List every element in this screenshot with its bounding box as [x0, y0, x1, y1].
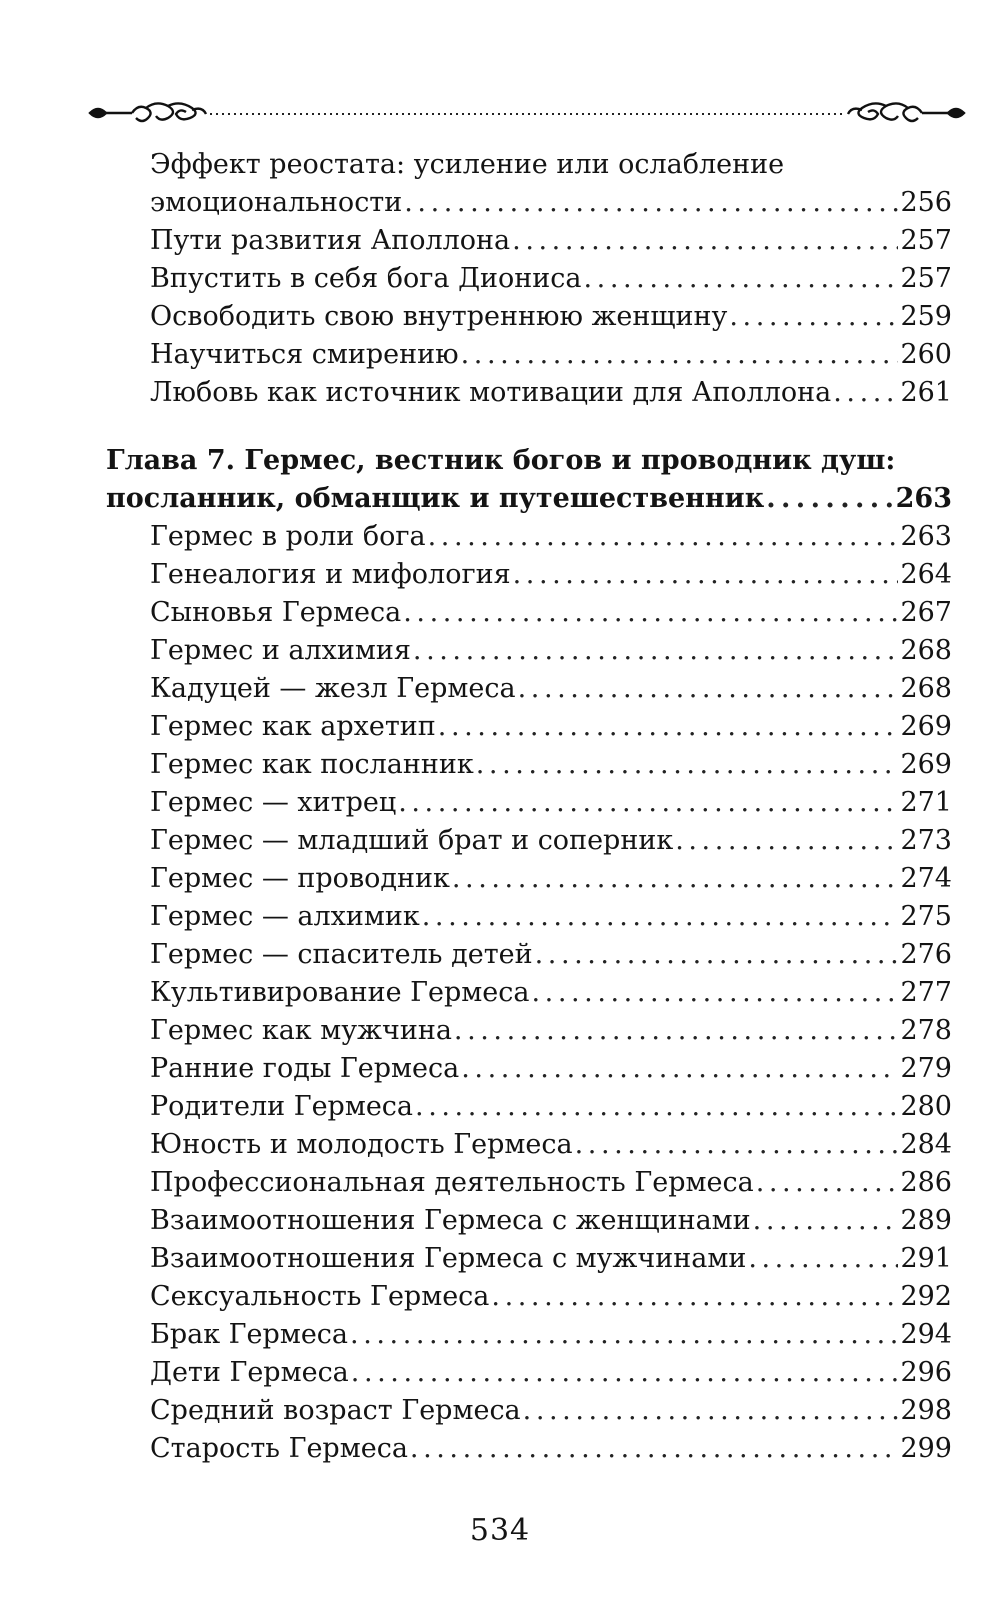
dot-leader: [452, 860, 899, 898]
dot-leader: [575, 1126, 899, 1164]
toc-entry[interactable]: [150, 1316, 952, 1354]
toc-entry-title: эмоциональности: [150, 187, 403, 218]
dot-leader: [523, 1392, 899, 1430]
toc-entry-page: 298: [900, 1395, 952, 1426]
right-flourish-icon: [848, 103, 964, 121]
toc-entry-title: Гермес как архетип: [150, 711, 436, 742]
toc-entry[interactable]: [150, 1392, 952, 1430]
dot-leader: [491, 1278, 898, 1316]
toc-entry[interactable]: [150, 336, 952, 374]
table-of-contents: [106, 146, 952, 1468]
toc-entry-title: Генеалогия и мифология: [150, 559, 511, 590]
toc-entry-page: 276: [900, 939, 952, 970]
toc-entry-page: 269: [900, 749, 952, 780]
chapter-title-text-line1: Глава 7. Гермес, вестник богов и проводник душ:: [106, 445, 896, 476]
dot-leader: [438, 708, 899, 746]
toc-entry-page: 299: [900, 1433, 952, 1464]
toc-entry-title: Ранние годы Гермеса: [150, 1053, 460, 1084]
toc-entry-title: Пути развития Аполлона: [150, 225, 511, 256]
toc-entry-page: 269: [900, 711, 952, 742]
toc-entry-title: Освободить свою внутреннюю женщину: [150, 301, 728, 332]
toc-entry-title: Гермес как мужчина: [150, 1015, 452, 1046]
toc-entry-title: Гермес — младший брат и соперник: [150, 825, 674, 856]
dot-leader: [461, 336, 899, 374]
dot-leader: [532, 974, 899, 1012]
toc-entry[interactable]: [150, 1202, 952, 1240]
toc-entry-page: 267: [900, 597, 952, 628]
toc-entry-title: Брак Гермеса: [150, 1319, 349, 1350]
toc-entry[interactable]: [150, 1430, 952, 1468]
toc-entry-page: 279: [900, 1053, 952, 1084]
toc-entry-page: 277: [900, 977, 952, 1008]
toc-entry[interactable]: [150, 708, 952, 746]
toc-entry-page: 296: [900, 1357, 952, 1388]
toc-entry[interactable]: [150, 222, 952, 260]
toc-entry-title: Юность и молодость Гермеса: [150, 1129, 573, 1160]
chapter-heading: [106, 442, 952, 518]
toc-entry-title: Впустить в себя бога Диониса: [150, 263, 582, 294]
toc-entry-title: Научиться смирению: [150, 339, 459, 370]
dot-leader: [675, 822, 898, 860]
toc-entry[interactable]: [150, 374, 952, 412]
toc-entry-title: Культивирование Гермеса: [150, 977, 530, 1008]
continued-entries: [150, 146, 952, 412]
toc-entry-title: Гермес в роли бога: [150, 521, 426, 552]
toc-entry-title: Дети Гермеса: [150, 1357, 349, 1388]
left-flourish-icon: [90, 103, 206, 121]
toc-entry[interactable]: [150, 860, 952, 898]
toc-entry[interactable]: [150, 632, 952, 670]
dot-leader: [535, 936, 899, 974]
dot-leader: [584, 260, 899, 298]
toc-entry[interactable]: [150, 898, 952, 936]
toc-entry[interactable]: [150, 298, 952, 336]
dot-leader: [403, 594, 898, 632]
page-number: 534: [469, 1513, 531, 1548]
toc-entry[interactable]: [150, 974, 952, 1012]
toc-entry[interactable]: [150, 518, 952, 556]
toc-entry-page: 289: [900, 1205, 952, 1236]
chapter-title-line2[interactable]: [106, 480, 952, 518]
toc-entry[interactable]: [150, 1354, 952, 1392]
toc-entry[interactable]: [150, 1240, 952, 1278]
toc-entry-title: Старость Гермеса: [150, 1433, 408, 1464]
toc-entry-first-line: [150, 146, 952, 184]
toc-entry[interactable]: [150, 1012, 952, 1050]
toc-entry[interactable]: [150, 1278, 952, 1316]
toc-entry-title: Гермес — хитрец: [150, 787, 397, 818]
toc-entry-title: Гермес и алхимия: [150, 635, 411, 666]
dot-leader: [413, 632, 899, 670]
toc-entry-title: Средний возраст Гермеса: [150, 1395, 521, 1426]
toc-entry-title: Родители Гермеса: [150, 1091, 414, 1122]
toc-entry-page: 294: [900, 1319, 952, 1350]
toc-entry[interactable]: [150, 784, 952, 822]
dot-leader: [476, 746, 899, 784]
toc-entry[interactable]: [150, 556, 952, 594]
dot-leader: [428, 518, 899, 556]
dot-leader: [513, 556, 899, 594]
dot-leader: [729, 298, 898, 336]
toc-entry-page: 273: [900, 825, 952, 856]
toc-entry-title: Гермес — алхимик: [150, 901, 420, 932]
dot-leader: [410, 1430, 899, 1468]
dot-leader: [422, 898, 899, 936]
toc-entry-page: 284: [900, 1129, 952, 1160]
chapter-title-text-line2: посланник, обманщик и путешественник: [106, 483, 765, 514]
toc-entry-page: 259: [900, 301, 952, 332]
toc-entry-page: 268: [900, 635, 952, 666]
toc-entry-title: Любовь как источник мотивации для Аполлона: [150, 377, 832, 408]
chapter-title-line1[interactable]: [106, 442, 952, 480]
dot-leader: [748, 1240, 898, 1278]
toc-entry[interactable]: [150, 184, 952, 222]
toc-entry-title: Сыновья Гермеса: [150, 597, 402, 628]
chapter-entries: [150, 518, 952, 1468]
toc-entry[interactable]: [150, 936, 952, 974]
dot-leader: [398, 784, 898, 822]
dot-leader: [415, 1088, 898, 1126]
dot-leader: [454, 1012, 899, 1050]
toc-entry[interactable]: [150, 260, 952, 298]
toc-entry-page: 264: [900, 559, 952, 590]
toc-entry-page: 263: [900, 521, 952, 552]
ornament-divider: [88, 98, 966, 128]
toc-entry-title: Взаимоотношения Гермеса с женщинами: [150, 1205, 751, 1236]
toc-entry-page: 257: [900, 225, 952, 256]
toc-entry-page: 268: [900, 673, 952, 704]
chapter-page: 263: [895, 483, 952, 514]
toc-entry[interactable]: [150, 1050, 952, 1088]
toc-entry-page: 256: [900, 187, 952, 218]
toc-entry-title: Взаимоотношения Гермеса с мужчинами: [150, 1243, 747, 1274]
toc-entry-page: 271: [900, 787, 952, 818]
toc-entry-page: 261: [900, 377, 952, 408]
dot-leader: [350, 1316, 898, 1354]
dot-leader: [753, 1202, 899, 1240]
toc-entry-page: 286: [900, 1167, 952, 1198]
toc-entry-page: 275: [900, 901, 952, 932]
dot-leader: [404, 184, 898, 222]
toc-entry-page: 291: [900, 1243, 952, 1274]
dot-leader: [461, 1050, 898, 1088]
dot-leader: [351, 1354, 899, 1392]
toc-entry[interactable]: [150, 594, 952, 632]
dot-leader: [833, 374, 898, 412]
toc-entry[interactable]: [150, 746, 952, 784]
toc-entry-title: Гермес как посланник: [150, 749, 474, 780]
toc-entry-page: 280: [900, 1091, 952, 1122]
toc-entry-title: Кадуцей — жезл Гермеса: [150, 673, 516, 704]
toc-entry[interactable]: [150, 670, 952, 708]
toc-entry[interactable]: [150, 1088, 952, 1126]
dot-leader: [766, 480, 893, 518]
toc-entry-page: 278: [900, 1015, 952, 1046]
toc-entry[interactable]: [150, 1164, 952, 1202]
toc-entry-page: 292: [900, 1281, 952, 1312]
toc-entry-title-line1: Эффект реостата: усиление или ослабление: [150, 149, 785, 180]
dot-leader: [518, 670, 899, 708]
toc-entry-title: Профессиональная деятельность Гермеса: [150, 1167, 754, 1198]
toc-entry-page: 260: [900, 339, 952, 370]
toc-entry[interactable]: [150, 1126, 952, 1164]
toc-entry-title: Гермес — спаситель детей: [150, 939, 533, 970]
toc-entry-page: 274: [900, 863, 952, 894]
toc-entry-title: Сексуальность Гермеса: [150, 1281, 490, 1312]
toc-entry[interactable]: [150, 822, 952, 860]
toc-entry-title: Гермес — проводник: [150, 863, 450, 894]
toc-entry-page: 257: [900, 263, 952, 294]
dot-leader: [512, 222, 898, 260]
dot-leader: [756, 1164, 899, 1202]
